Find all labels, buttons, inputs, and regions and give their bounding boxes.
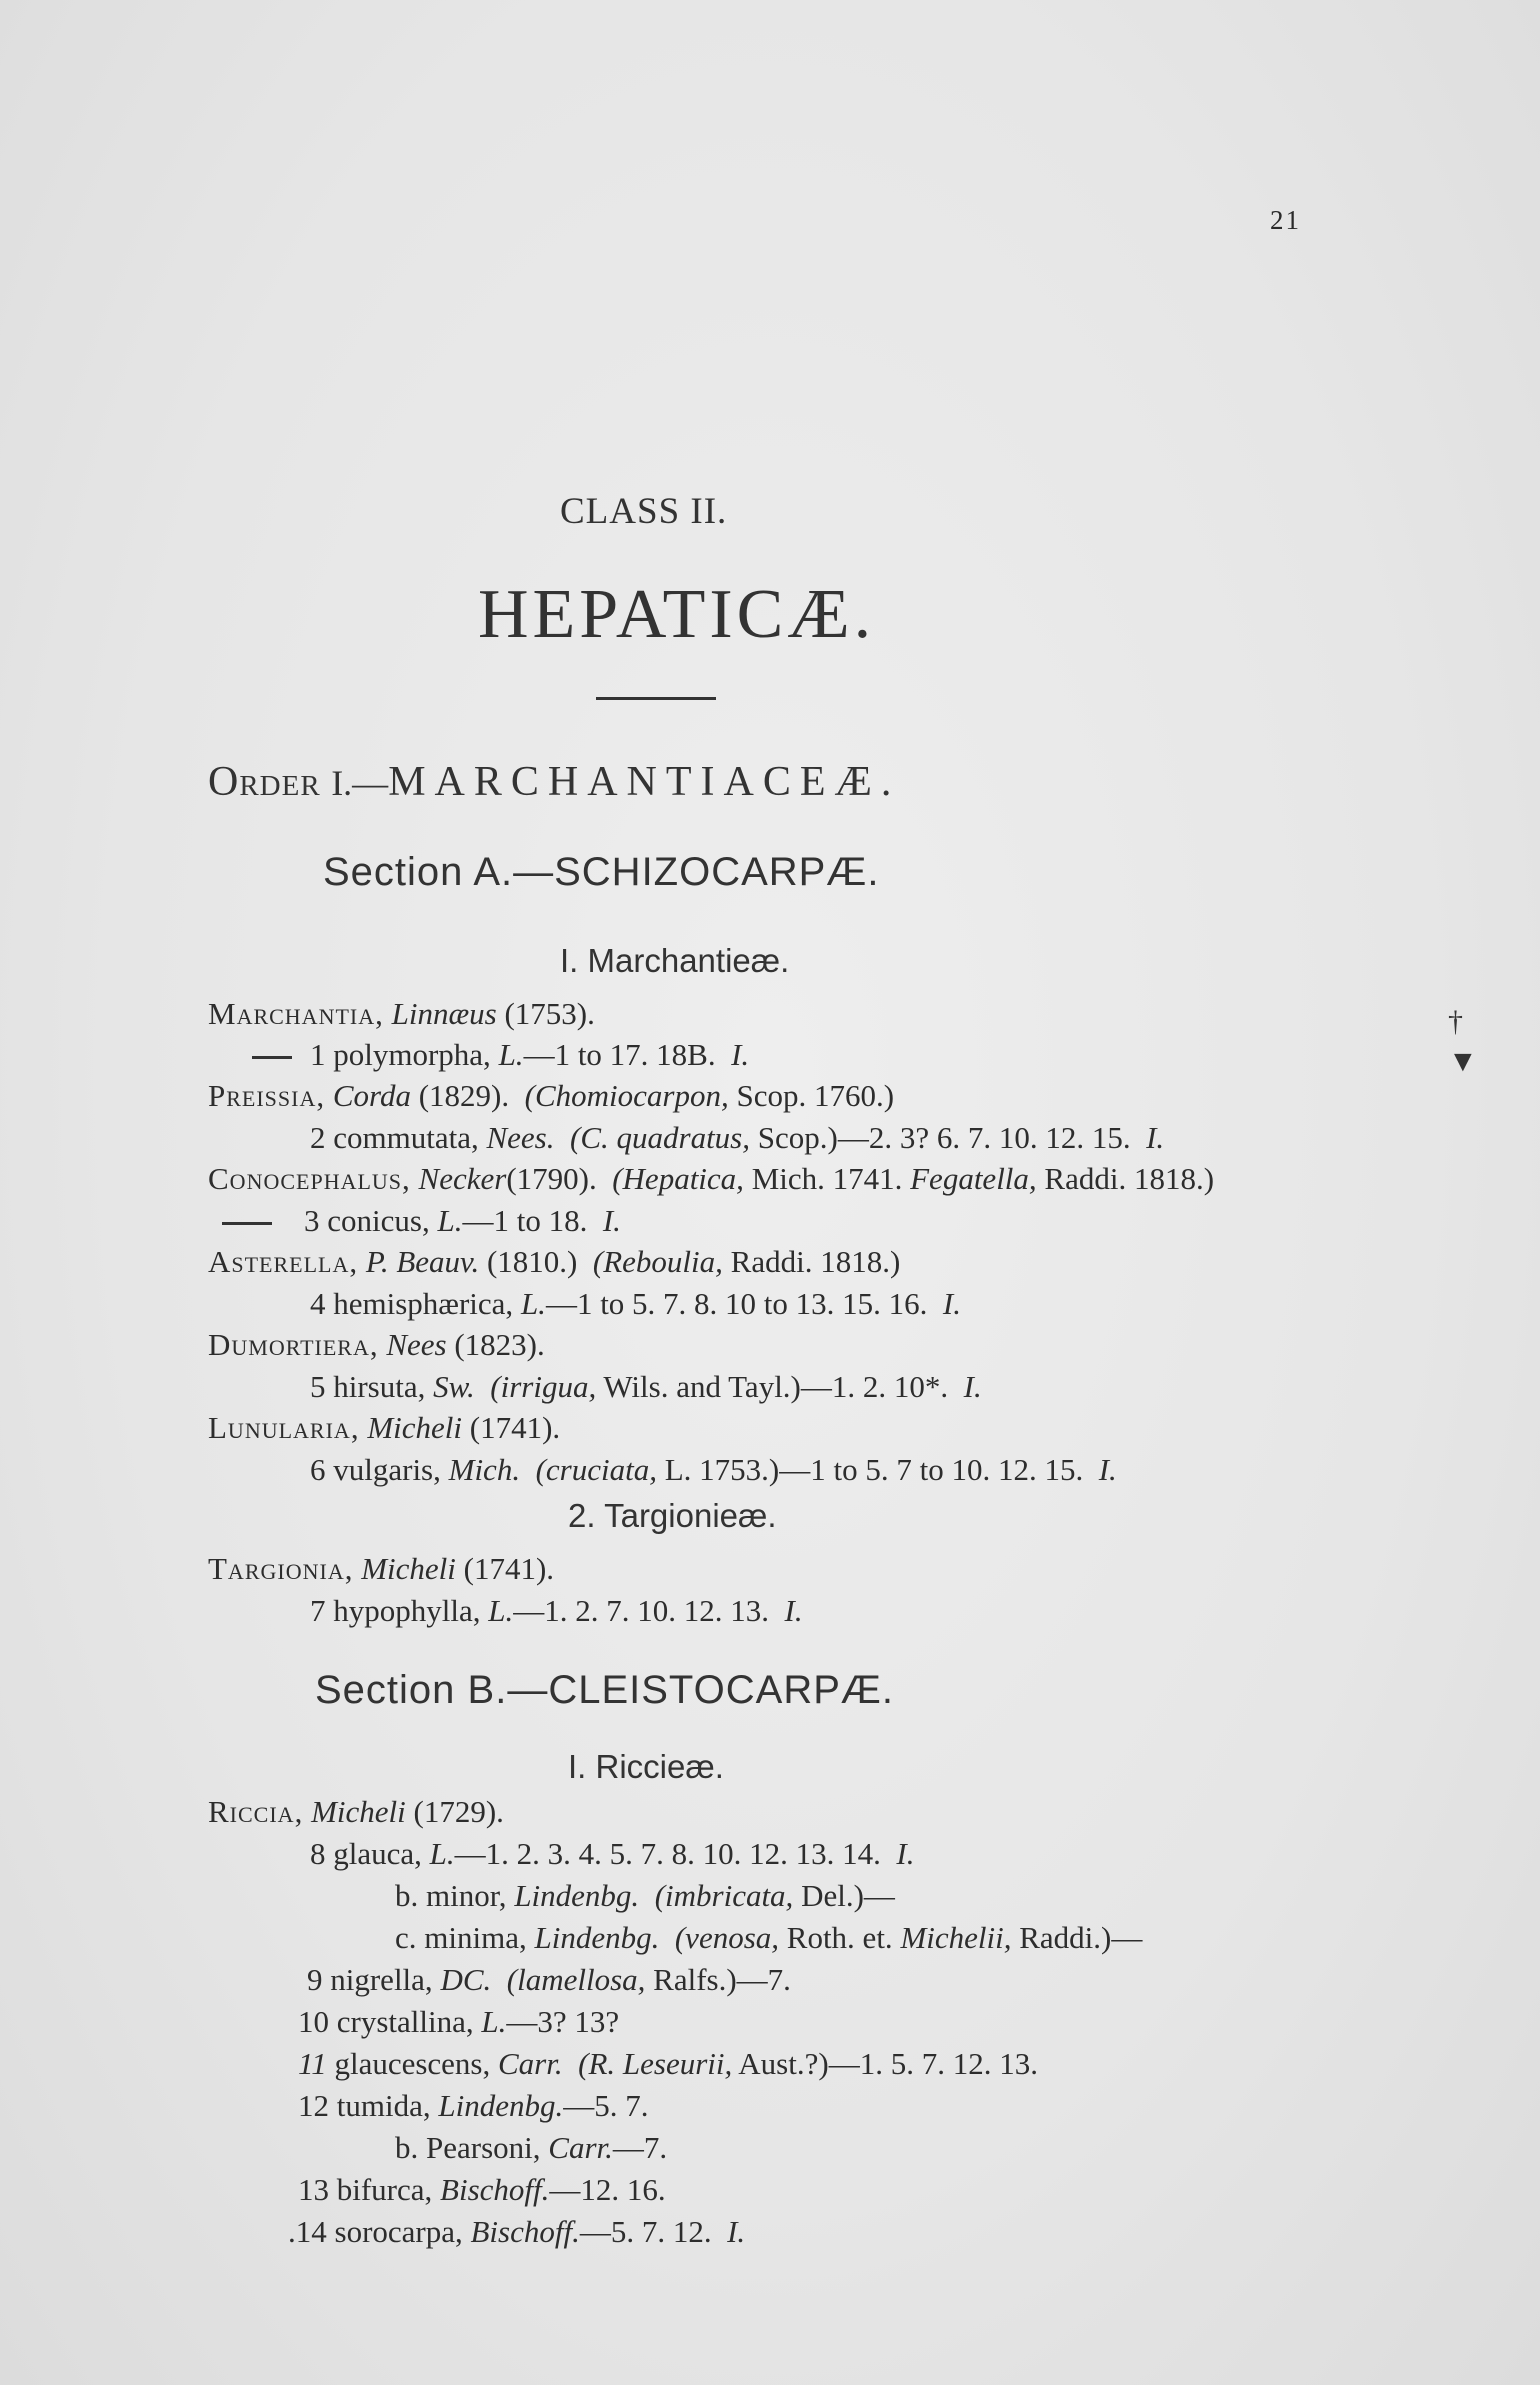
variety-line (395, 1878, 895, 1914)
synonym: (Reboulia, (592, 1244, 723, 1279)
species-author: L. (481, 2004, 507, 2039)
species-author: Mich. (448, 1452, 521, 1487)
species-author: Carr. (498, 2046, 563, 2081)
species-line (310, 1120, 1164, 1156)
species-line (310, 1286, 961, 1322)
genus-author: Corda (332, 1078, 411, 1113)
species-line (298, 2004, 619, 2040)
species-number: 8 (310, 1836, 326, 1871)
species-author: Sw. (433, 1369, 475, 1404)
genus-year: (1790). (506, 1161, 597, 1196)
genus-name: Marchantia, (208, 996, 384, 1031)
genus-name: Dumortiera, (208, 1327, 379, 1362)
synonym: Fegatella, (910, 1161, 1037, 1196)
species-line (298, 2172, 666, 2208)
tribe-heading: I. Riccieæ. (568, 1748, 724, 1785)
species-name: hypophylla, (333, 1593, 481, 1628)
species-districts: —1 to 18. (462, 1203, 588, 1238)
species-number: 3 (304, 1203, 320, 1238)
synonym-rest: Raddi.)— (1019, 1920, 1143, 1955)
genus-author: P. Beauv. (365, 1244, 480, 1279)
species-line (298, 2046, 1038, 2082)
synonym: (venosa, (674, 1920, 780, 1955)
species-number: 9 (307, 1962, 323, 1997)
species-number: 1 (310, 1037, 326, 1072)
species-name: hemisphærica, (333, 1286, 514, 1321)
species-name: glaucescens, (334, 2046, 491, 2081)
species-districts: —5. 7. 12. (579, 2214, 712, 2249)
margin-cross-mark: † (1448, 1005, 1463, 1038)
species-author: L. (488, 1593, 514, 1628)
species-name: bifurca, (336, 2172, 433, 2207)
synonym: (imbricata, (654, 1878, 794, 1913)
species-number: 5 (310, 1369, 326, 1404)
synonym: (lamellosa, (506, 1962, 646, 1997)
species-number: 2 (310, 1120, 326, 1155)
genus-year: (1729). (413, 1794, 504, 1829)
genus-year: (1741). (469, 1410, 561, 1445)
species-name: tumida, (336, 2088, 431, 2123)
synonym: (R. Leseurii, (578, 2046, 733, 2081)
species-name: conicus, (327, 1203, 430, 1238)
variety-author: Carr. (548, 2130, 613, 2165)
genus-line (208, 1794, 504, 1830)
species-line (310, 1452, 1117, 1488)
ireland-mark: I. (784, 1593, 803, 1628)
species-line (288, 2214, 745, 2250)
species-districts: —1 to 5. 7. 8. 10 to 13. 15. 16. (545, 1286, 928, 1321)
species-number: 13 (298, 2172, 329, 2207)
synonym-rest: Raddi. 1818.) (1044, 1161, 1215, 1196)
species-districts: —1. 2. 3. 4. 5. 7. 8. 10. 12. 13. 14. (454, 1836, 881, 1871)
genus-year: (1829). (418, 1078, 510, 1113)
title-rule (596, 697, 716, 700)
genus-author: Linnæus (391, 996, 497, 1031)
species-name: crystallina, (336, 2004, 474, 2039)
ireland-mark: I. (942, 1286, 961, 1321)
genus-name: Lunularia, (208, 1410, 360, 1445)
variety-author: Lindenbg. (514, 1878, 640, 1913)
species-name: hirsuta, (333, 1369, 426, 1404)
synonym-rest: Roth. et. (786, 1920, 893, 1955)
variety-name: b. Pearsoni, (395, 2130, 541, 2165)
genus-name: Preissia, (208, 1078, 326, 1113)
genus-line (208, 1244, 900, 1280)
order-name: MARCHANTIACEÆ. (388, 759, 901, 805)
synonym: (cruciata, (535, 1452, 657, 1487)
page-title: HEPATICÆ. (478, 576, 876, 653)
genus-year: (1810.) (486, 1244, 578, 1279)
genus-author: Micheli (367, 1410, 463, 1445)
species-author: Nees. (486, 1120, 555, 1155)
genus-name: Targionia, (208, 1551, 354, 1586)
synonym-rest: Scop. 1760.) (736, 1078, 895, 1113)
species-name: commutata, (333, 1120, 479, 1155)
species-number: 7 (310, 1593, 326, 1628)
species-name: nigrella, (330, 1962, 433, 1997)
species-author: DC. (440, 1962, 492, 1997)
variety-name: c. minima, (395, 1920, 527, 1955)
margin-arrow-mark: ▼ (1448, 1045, 1478, 1078)
genus-name: Conocephalus, (208, 1161, 411, 1196)
margin-dash (222, 1222, 272, 1225)
ireland-mark: I. (1146, 1120, 1165, 1155)
species-districts: —1 to 17. 18B. (523, 1037, 716, 1072)
order-number: I.— (331, 763, 389, 803)
species-author: L. (437, 1203, 463, 1238)
genus-author: Micheli (361, 1551, 456, 1586)
species-author: Lindenbg. (438, 2088, 564, 2123)
genus-year: (1823). (454, 1327, 545, 1362)
species-author: Bischoff. (440, 2172, 550, 2207)
ireland-mark: I. (1098, 1452, 1117, 1487)
genus-name: Asterella, (208, 1244, 359, 1279)
genus-line (208, 1078, 894, 1114)
species-name: polymorpha, (333, 1037, 491, 1072)
species-number: 10 (298, 2004, 329, 2039)
genus-line (208, 1327, 545, 1363)
genus-name: Riccia, (208, 1794, 304, 1829)
tribe-heading: I. Marchantieæ. (560, 942, 790, 979)
species-line (298, 2088, 648, 2124)
genus-line (208, 1161, 1214, 1197)
genus-line (208, 996, 595, 1032)
genus-line (208, 1410, 560, 1446)
species-districts: Scop.)—2. 3? 6. 7. 10. 12. 15. (757, 1120, 1131, 1155)
species-line (222, 1203, 621, 1239)
species-districts: Ralfs.)—7. (653, 1962, 791, 1997)
tribe-heading: 2. Targionieæ. (568, 1497, 777, 1534)
species-number: .14 (288, 2214, 327, 2249)
variety-line (395, 1920, 1142, 1956)
section-b-heading: Section B.—CLEISTOCARPÆ. (315, 1668, 894, 1712)
species-number: 4 (310, 1286, 326, 1321)
ireland-mark: I. (963, 1369, 982, 1404)
species-name: sorocarpa, (334, 2214, 463, 2249)
order-heading (208, 758, 900, 806)
genus-year: (1741). (463, 1551, 555, 1586)
species-line (307, 1962, 791, 1998)
species-districts: —3? 13? (506, 2004, 620, 2039)
synonym: (Hepatica, (612, 1161, 744, 1196)
ireland-mark: I. (896, 1836, 915, 1871)
variety-districts: —7. (612, 2130, 668, 2165)
genus-author: Necker (418, 1161, 507, 1196)
synonym-rest: Del.)— (801, 1878, 895, 1913)
species-name: glauca, (333, 1836, 422, 1871)
synonym: (Chomiocarpon, (524, 1078, 729, 1113)
species-districts: Aust.?)—1. 5. 7. 12. 13. (738, 2046, 1038, 2081)
species-line (252, 1037, 749, 1073)
species-districts: —1. 2. 7. 10. 12. 13. (513, 1593, 769, 1628)
species-districts: —12. 16. (549, 2172, 666, 2207)
ireland-mark: I. (727, 2214, 746, 2249)
species-number: 12 (298, 2088, 329, 2123)
synonym-rest: Raddi. 1818.) (730, 1244, 901, 1279)
genus-line (208, 1551, 554, 1587)
ireland-mark: I. (731, 1037, 750, 1072)
species-line (310, 1836, 914, 1872)
species-districts: Wils. and Tayl.)—1. 2. 10*. (603, 1369, 949, 1404)
class-title: CLASS II. (560, 491, 728, 532)
species-number: 11 (298, 2046, 327, 2081)
species-line (310, 1369, 982, 1405)
ireland-mark: I. (602, 1203, 621, 1238)
species-districts: —5. 7. (563, 2088, 649, 2123)
species-author: L. (498, 1037, 524, 1072)
genus-author: Nees (386, 1327, 447, 1362)
species-line (310, 1593, 803, 1629)
section-a-heading: Section A.—SCHIZOCARPÆ. (323, 850, 880, 894)
species-number: 6 (310, 1452, 326, 1487)
variety-line (395, 2130, 667, 2166)
synonym: Michelii, (900, 1920, 1012, 1955)
species-author: L. (429, 1836, 455, 1871)
synonym: (irrigua, (490, 1369, 597, 1404)
page-number: 21 (1270, 205, 1301, 235)
margin-dash (252, 1056, 292, 1059)
order-prefix: Order (208, 759, 321, 805)
species-author: Bischoff. (470, 2214, 580, 2249)
genus-year: (1753). (504, 996, 595, 1031)
species-districts: L. 1753.)—1 to 5. 7 to 10. 12. 15. (664, 1452, 1084, 1487)
synonym: (C. quadratus, (570, 1120, 750, 1155)
synonym-rest: Mich. 1741. (751, 1161, 903, 1196)
species-name: vulgaris, (333, 1452, 441, 1487)
genus-author: Micheli (311, 1794, 406, 1829)
variety-name: b. minor, (395, 1878, 507, 1913)
species-author: L. (520, 1286, 546, 1321)
variety-author: Lindenbg. (534, 1920, 660, 1955)
